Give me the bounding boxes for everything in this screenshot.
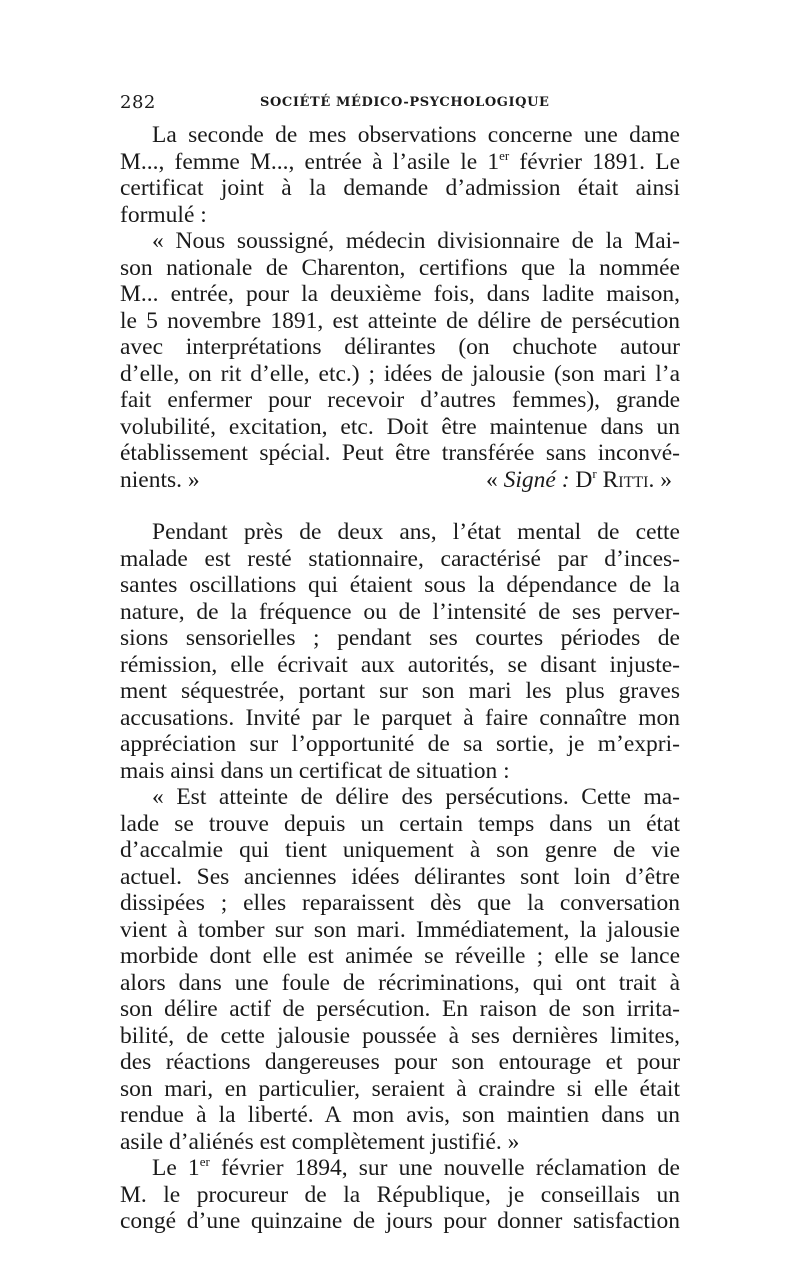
text-line: alors dans une foule de récriminations, qui ont trait à — [120, 969, 680, 996]
text-line: avec interprétations délirantes (on chuchote autour — [120, 334, 680, 360]
text-line: sions sensorielles ; pendant ses courtes périodes de — [120, 625, 680, 651]
text-line: rémission, elle écrivait aux autorités, se disant injuste- — [120, 651, 680, 678]
text-line: dissipées ; elles reparaissent dès que la conversation — [120, 890, 680, 916]
text-line: vient à tomber sur son mari. Immédiatement, la jalousie — [120, 916, 680, 943]
paragraph-leave — [120, 1155, 680, 1235]
text-line: volubilité, excitation, etc. Doit être maintenue dans un — [120, 413, 680, 440]
text-line: Le 1er février 1894, sur une nouvelle réclamation de — [152, 1154, 680, 1181]
text-line: le 5 novembre 1891, est atteinte de délire de persécution — [120, 307, 680, 334]
text-line: morbide dont elle est animée se réveille ; elle se lance — [120, 943, 680, 969]
certificate-admission — [120, 228, 680, 493]
text-line: rendue à la liberté. A mon avis, son maintien dans un — [120, 1102, 680, 1128]
text-line: son délire actif de persécution. En raison de son irrita- — [120, 996, 680, 1022]
text-line: M. le procureur de la République, je conseillais un — [120, 1181, 680, 1208]
text-line: ment séquestrée, portant sur son mari les plus graves — [120, 678, 680, 704]
text-line: lade se trouve depuis un certain temps dans un état — [120, 810, 680, 837]
page-header — [120, 92, 680, 116]
running-head: SOCIÉTÉ MÉDICO-PSYCHOLOGIQUE — [260, 95, 550, 110]
text-line: M..., femme M..., entrée à l’asile le 1er février 1891. Le — [120, 147, 680, 175]
text-line: nature, de la fréquence ou de l’intensité de ses perver- — [120, 598, 680, 625]
text-line: établissement spécial. Peut être transférée sans inconvé- — [120, 440, 680, 466]
text-line: des réactions dangereuses pour son entourage et pour — [120, 1049, 680, 1075]
text-line: mais ainsi dans un certificat de situation : — [120, 757, 510, 784]
text-line: bilité, de cette jalousie poussée à ses dernières limites, — [120, 1022, 680, 1049]
text-line: malade est resté stationnaire, caractérisé par d’inces- — [120, 545, 680, 572]
text-line: son nationale de Charenton, certifions que la nommée — [120, 254, 680, 281]
text-line: congé d’une quinzaine de jours pour donner satisfaction — [120, 1208, 680, 1234]
body-text — [120, 122, 680, 1235]
paragraph-intro — [120, 122, 680, 228]
text-line: son mari, en particulier, seraient à craindre si elle était — [120, 1075, 680, 1102]
text-line: La seconde de mes observations concerne une dame — [152, 122, 680, 148]
text-line: accusations. Invité par le parquet à faire connaître mon — [120, 704, 680, 731]
text-line: « Est atteinte de délire des persécutions. Cette ma- — [152, 784, 680, 810]
text-line: formulé : — [120, 201, 207, 228]
certificate-situation — [120, 784, 680, 1155]
text-line: M... entrée, pour la deuxième fois, dans ladite maison, — [120, 281, 680, 307]
certificate-end: nients. » — [120, 466, 200, 493]
text-line: certificat joint à la demande d’admission était ainsi — [120, 175, 680, 201]
signature-name: Ritti. — [596, 466, 655, 493]
signature-line — [120, 467, 680, 494]
text-line: Pendant près de deux ans, l’état mental de cette — [152, 519, 680, 545]
paragraph-situation — [120, 519, 680, 784]
text-line: d’elle, on rit d’elle, etc.) ; idées de jalousie (son mari l’a — [120, 360, 680, 387]
text-line: d’accalmie qui tient uniquement à son genre de vie — [120, 837, 680, 863]
text-line: « Nous soussigné, médecin divisionnaire de la Mai- — [152, 228, 680, 254]
text-line: santes oscillations qui étaient sous la dépendance de la — [120, 572, 680, 598]
paragraph-gap — [120, 493, 680, 519]
page-number: 282 — [120, 92, 156, 113]
text-line: asile d’aliénés est complètement justifié. » — [120, 1128, 520, 1155]
text-line: appréciation sur l’opportunité de sa sortie, je m’expri- — [120, 731, 680, 757]
signature-signed: Signé : — [503, 466, 570, 493]
signature: « Signé : $D^r$ Ritti. » — [485, 465, 672, 493]
text-line: fait enfermer pour recevoir d’autres femmes), grande — [120, 387, 680, 413]
book-page — [120, 92, 680, 1235]
text-line: actuel. Ses anciennes idées délirantes sont loin d’être — [120, 863, 680, 890]
